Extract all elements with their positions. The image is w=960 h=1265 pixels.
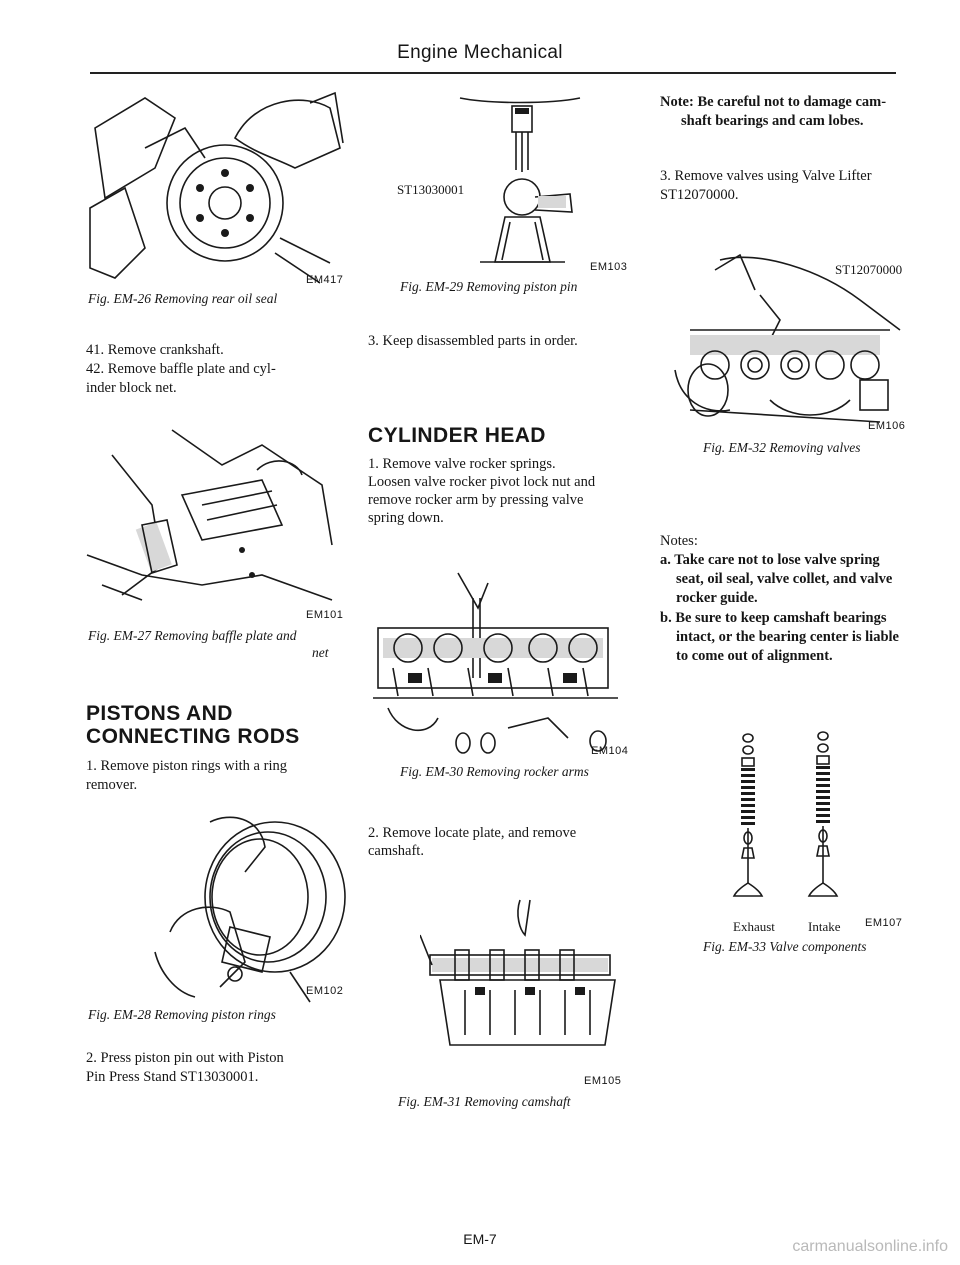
col3-step3-line1: 3. Remove valves using Valve Lifter	[660, 168, 872, 184]
figure-em30-illustration	[368, 568, 630, 758]
figure-em28-illustration	[150, 812, 350, 1007]
figure-em27-caption-line2: net	[312, 645, 329, 660]
figure-em32-tool-label: ST12070000	[835, 262, 903, 277]
figure-em29-caption: Fig. EM-29 Removing piston pin	[400, 279, 578, 294]
figure-em30-code: EM104	[591, 745, 629, 757]
col2-step1-line4: spring down.	[368, 510, 444, 526]
figure-em26-code: EM417	[306, 274, 344, 286]
col2-step2-line2: camshaft.	[368, 843, 424, 859]
col3-notes-title: Notes:	[660, 533, 698, 549]
figure-em28-code: EM102	[306, 985, 344, 997]
col1-piston-step1-line1: 1. Remove piston rings with a ring	[86, 758, 287, 774]
figure-em32-illustration	[660, 250, 910, 440]
section-heading-pistons-line1: PISTONS AND	[86, 702, 233, 725]
col3-note-a-line1: a. Take care not to lose valve spring	[660, 552, 880, 568]
section-heading-cylinder-head: CYLINDER HEAD	[368, 424, 546, 447]
col2-step2-line1: 2. Remove locate plate, and remove	[368, 825, 577, 841]
figure-em31-caption: Fig. EM-31 Removing camshaft	[398, 1094, 571, 1109]
figure-em33-illustration	[718, 728, 868, 903]
col2-step1-line3: remove rocker arm by pressing valve	[368, 492, 584, 508]
page-header-title: Engine Mechanical	[397, 42, 563, 63]
col1-piston-step1-line2: remover.	[86, 777, 138, 793]
section-heading-pistons-line2: CONNECTING RODS	[86, 725, 300, 748]
col3-note-b-line2: intact, or the bearing center is liable	[676, 629, 899, 645]
col2-step1-line2: Loosen valve rocker pivot lock nut and	[368, 474, 596, 490]
figure-em33-caption: Fig. EM-33 Valve components	[703, 939, 867, 954]
figure-em31-code: EM105	[584, 1075, 622, 1087]
col2-step3: 3. Keep disassembled parts in order.	[368, 333, 578, 349]
col1-step42-line1: 42. Remove baffle plate and cyl-	[86, 361, 276, 377]
figure-em29-code: EM103	[590, 261, 628, 273]
figure-em29-tool-label: ST13030001	[397, 182, 465, 197]
col3-note-a-line2: seat, oil seal, valve collet, and valve	[676, 571, 893, 587]
figure-em30-caption: Fig. EM-30 Removing rocker arms	[400, 764, 589, 779]
figure-em26-illustration	[85, 88, 345, 288]
col3-note-line1: Note: Be careful not to damage cam-	[660, 94, 887, 110]
figure-em32-code: EM106	[868, 420, 906, 432]
figure-em26-caption: Fig. EM-26 Removing rear oil seal	[88, 291, 278, 306]
figure-em33-code: EM107	[865, 917, 903, 929]
col3-note-a-line3: rocker guide.	[676, 590, 758, 606]
header-rule	[90, 72, 896, 74]
col3-note-b-line1: b. Be sure to keep camshaft bearings	[660, 610, 887, 626]
figure-em31-illustration	[420, 895, 630, 1055]
col3-note-b-line3: to come out of alignment.	[676, 648, 833, 664]
col1-piston-step2-line2: Pin Press Stand ST13030001.	[86, 1069, 259, 1085]
figure-em27-caption-line1: Fig. EM-27 Removing baffle plate and	[88, 628, 297, 643]
exhaust-valve-stack	[734, 734, 762, 896]
col1-piston-step2-line1: 2. Press piston pin out with Piston	[86, 1050, 284, 1066]
col1-step42-line2: inder block net.	[86, 380, 177, 396]
figure-em28-caption: Fig. EM-28 Removing piston rings	[88, 1007, 276, 1022]
intake-valve-stack	[809, 732, 837, 896]
col3-note-line2: shaft bearings and cam lobes.	[681, 113, 864, 129]
col1-step41: 41. Remove crankshaft.	[86, 342, 224, 358]
col3-step3-line2: ST12070000.	[660, 187, 739, 203]
figure-em33-exhaust-label: Exhaust	[733, 919, 775, 934]
figure-em27-illustration	[82, 425, 342, 605]
figure-em33-intake-label: Intake	[808, 919, 841, 934]
figure-em32-caption: Fig. EM-32 Removing valves	[703, 440, 861, 455]
page-number: EM-7	[463, 1231, 497, 1247]
watermark-text: carmanualsonline.info	[792, 1238, 948, 1255]
col2-step1-line1: 1. Remove valve rocker springs.	[368, 456, 556, 472]
figure-em27-code: EM101	[306, 609, 344, 621]
